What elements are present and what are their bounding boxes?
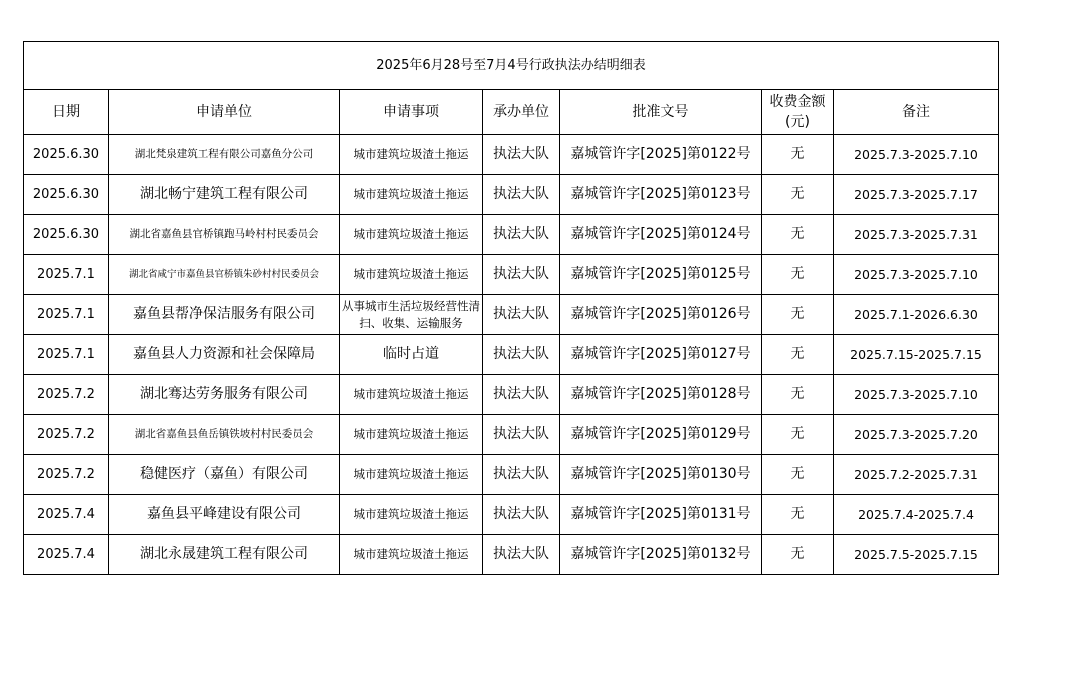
cell-remark: 2025.7.3-2025.7.10 [834,375,999,415]
cell-remark: 2025.7.4-2025.7.4 [834,495,999,535]
cell-item: 从事城市生活垃圾经营性清扫、收集、运输服务 [340,295,483,335]
cell-applicant: 湖北省咸宁市嘉鱼县官桥镇朱砂村村民委员会 [109,255,340,295]
cell-unit: 执法大队 [483,535,560,575]
cell-applicant: 湖北省嘉鱼县鱼岳镇铁坡村村民委员会 [109,415,340,455]
cell-doc-no: 嘉城管许字[2025]第0128号 [560,375,762,415]
table-title: 2025年6月28号至7月4号行政执法办结明细表 [24,42,999,90]
cell-remark: 2025.7.3-2025.7.10 [834,135,999,175]
cell-applicant: 嘉鱼县平峰建设有限公司 [109,495,340,535]
cell-item: 城市建筑垃圾渣土拖运 [340,255,483,295]
header-unit: 承办单位 [483,90,560,135]
cell-applicant: 稳健医疗（嘉鱼）有限公司 [109,455,340,495]
cell-fee: 无 [762,295,834,335]
table-row [24,535,999,575]
cell-unit: 执法大队 [483,135,560,175]
cell-fee: 无 [762,535,834,575]
cell-applicant: 湖北畅宁建筑工程有限公司 [109,175,340,215]
cell-date: 2025.7.2 [24,375,109,415]
cell-applicant: 湖北骞达劳务服务有限公司 [109,375,340,415]
table-row [24,135,999,175]
cell-doc-no: 嘉城管许字[2025]第0122号 [560,135,762,175]
table-row [24,255,999,295]
cell-fee: 无 [762,255,834,295]
table-row [24,335,999,375]
cell-fee: 无 [762,495,834,535]
cell-date: 2025.7.2 [24,415,109,455]
header-applicant: 申请单位 [109,90,340,135]
cell-item: 城市建筑垃圾渣土拖运 [340,135,483,175]
cell-item: 城市建筑垃圾渣土拖运 [340,495,483,535]
cell-remark: 2025.7.3-2025.7.20 [834,415,999,455]
cell-date: 2025.7.1 [24,255,109,295]
cell-date: 2025.6.30 [24,215,109,255]
cell-fee: 无 [762,415,834,455]
cell-item: 城市建筑垃圾渣土拖运 [340,375,483,415]
cell-date: 2025.6.30 [24,135,109,175]
table-title-row [24,42,999,90]
header-remark: 备注 [834,90,999,135]
table-header-row [24,90,999,135]
header-item: 申请事项 [340,90,483,135]
cell-doc-no: 嘉城管许字[2025]第0125号 [560,255,762,295]
cell-fee: 无 [762,135,834,175]
cell-date: 2025.7.1 [24,295,109,335]
cell-unit: 执法大队 [483,255,560,295]
table-row [24,215,999,255]
cell-item: 城市建筑垃圾渣土拖运 [340,415,483,455]
cell-date: 2025.7.2 [24,455,109,495]
cell-applicant: 湖北省嘉鱼县官桥镇跑马岭村村民委员会 [109,215,340,255]
cell-date: 2025.7.1 [24,335,109,375]
cell-item: 城市建筑垃圾渣土拖运 [340,455,483,495]
cell-unit: 执法大队 [483,495,560,535]
cell-fee: 无 [762,215,834,255]
cell-item: 临时占道 [340,335,483,375]
cell-item: 城市建筑垃圾渣土拖运 [340,215,483,255]
cell-fee: 无 [762,455,834,495]
table-row [24,455,999,495]
cell-doc-no: 嘉城管许字[2025]第0129号 [560,415,762,455]
cell-unit: 执法大队 [483,215,560,255]
cell-doc-no: 嘉城管许字[2025]第0130号 [560,455,762,495]
cell-doc-no: 嘉城管许字[2025]第0132号 [560,535,762,575]
cell-unit: 执法大队 [483,375,560,415]
cell-unit: 执法大队 [483,415,560,455]
cell-date: 2025.7.4 [24,495,109,535]
cell-remark: 2025.7.5-2025.7.15 [834,535,999,575]
cell-applicant: 湖北永晟建筑工程有限公司 [109,535,340,575]
cell-remark: 2025.7.3-2025.7.17 [834,175,999,215]
cell-doc-no: 嘉城管许字[2025]第0123号 [560,175,762,215]
cell-unit: 执法大队 [483,335,560,375]
table-row [24,295,999,335]
cell-date: 2025.6.30 [24,175,109,215]
header-fee: 收费金额(元) [762,90,834,135]
table-row [24,495,999,535]
cell-remark: 2025.7.3-2025.7.10 [834,255,999,295]
table-row [24,415,999,455]
cell-remark: 2025.7.3-2025.7.31 [834,215,999,255]
cell-doc-no: 嘉城管许字[2025]第0127号 [560,335,762,375]
table-body [24,135,999,575]
table-row [24,375,999,415]
cell-applicant: 嘉鱼县帮净保洁服务有限公司 [109,295,340,335]
approval-detail-table [23,41,999,575]
cell-date: 2025.7.4 [24,535,109,575]
cell-doc-no: 嘉城管许字[2025]第0124号 [560,215,762,255]
cell-fee: 无 [762,335,834,375]
cell-unit: 执法大队 [483,455,560,495]
cell-unit: 执法大队 [483,295,560,335]
cell-fee: 无 [762,375,834,415]
cell-item: 城市建筑垃圾渣土拖运 [340,175,483,215]
header-date: 日期 [24,90,109,135]
cell-doc-no: 嘉城管许字[2025]第0126号 [560,295,762,335]
cell-doc-no: 嘉城管许字[2025]第0131号 [560,495,762,535]
cell-unit: 执法大队 [483,175,560,215]
cell-remark: 2025.7.15-2025.7.15 [834,335,999,375]
cell-fee: 无 [762,175,834,215]
cell-remark: 2025.7.1-2026.6.30 [834,295,999,335]
cell-item: 城市建筑垃圾渣土拖运 [340,535,483,575]
table-row [24,175,999,215]
cell-applicant: 嘉鱼县人力资源和社会保障局 [109,335,340,375]
cell-applicant: 湖北梵泉建筑工程有限公司嘉鱼分公司 [109,135,340,175]
cell-remark: 2025.7.2-2025.7.31 [834,455,999,495]
header-doc-no: 批准文号 [560,90,762,135]
